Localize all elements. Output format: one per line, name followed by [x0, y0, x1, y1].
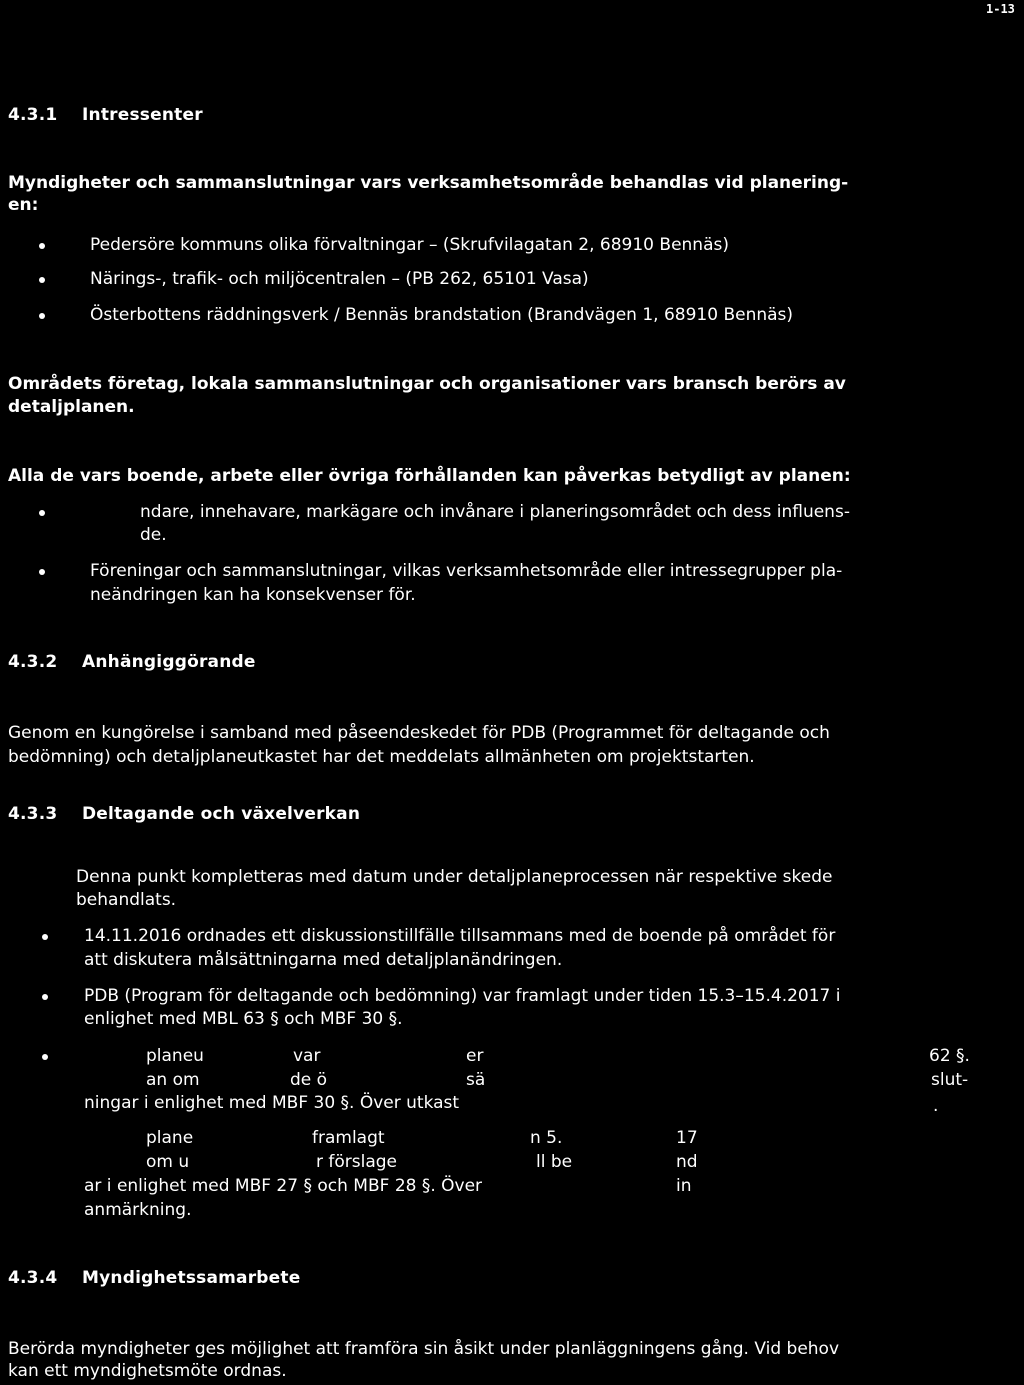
text-fragment: plane: [146, 1128, 194, 1148]
paragraph-line: kan ett myndighetsmöte ordnas.: [8, 1361, 287, 1381]
paragraph-line: Berörda myndigheter ges möjlighet att framföra sin åsikt under planläggningens gång. Vid behov: [8, 1339, 840, 1359]
paragraph-line: Genom en kungörelse i samband med påseendeskedet för PDB (Programmet för deltagande och: [8, 723, 830, 743]
section-heading-4-3-4: [8, 1268, 300, 1288]
section-title: Deltagande och växelverkan: [82, 804, 361, 824]
bullet-icon: [39, 313, 45, 319]
bullet-icon: [39, 569, 45, 575]
text-fragment: ningar i enlighet med MBF 30 §. Över utkast: [84, 1093, 460, 1113]
bullet-icon: [42, 934, 48, 940]
list-item-discussion-line1: 14.11.2016 ordnades ett diskussionstillfälle tillsammans med de boende på området för: [84, 926, 836, 946]
list-item-authority-2: Närings-, trafik- och miljöcentralen – (PB 262, 65101 Vasa): [90, 269, 589, 289]
section-title: Intressenter: [82, 105, 203, 125]
section-number: 4.3.3: [8, 804, 58, 824]
bullet-icon: [42, 994, 48, 1000]
list-item-residents-line2: de.: [140, 525, 167, 545]
page-number: 1-13: [986, 2, 1015, 16]
text-fragment: in: [676, 1176, 692, 1196]
text-fragment: nd: [676, 1152, 698, 1172]
list-item-pdb-line2: enlighet med MBL 63 § och MBF 30 §.: [84, 1009, 403, 1029]
section-title: Myndighetssamarbete: [82, 1268, 301, 1288]
bullet-icon: [39, 243, 45, 249]
text-fragment: planeu: [146, 1046, 204, 1066]
bullet-icon: [39, 510, 45, 516]
bullet-icon: [39, 277, 45, 283]
list-item-associations-line1: Föreningar och sammanslutningar, vilkas verksamhetsområde eller intressegrupper pla-: [90, 561, 843, 581]
list-item-authority-3: Österbottens räddningsverk / Bennäs brandstation (Brandvägen 1, 68910 Bennäs): [90, 305, 794, 325]
text-fragment: framlagt: [312, 1128, 385, 1148]
text-fragment: 17: [676, 1128, 698, 1148]
section-heading-4-3-1: [8, 105, 203, 125]
text-fragment: ar i enlighet med MBF 27 § och MBF 28 §. Över: [84, 1176, 483, 1196]
group-heading-companies-line1: Områdets företag, lokala sammanslutningar och organisationer vars bransch berörs av: [8, 374, 846, 394]
list-item-discussion-line2: att diskutera målsättningarna med detaljplanändringen.: [84, 950, 563, 970]
text-fragment: .: [933, 1096, 939, 1116]
list-item-associations-line2: neändringen kan ha konsekvenser för.: [90, 585, 416, 605]
list-item-authority-1: Pedersöre kommuns olika förvaltningar – (Skrufvilagatan 2, 68910 Bennäs): [90, 235, 729, 255]
group-heading-authorities-line2: en:: [8, 195, 39, 215]
text-fragment: de ö: [290, 1070, 328, 1090]
text-fragment: n 5.: [530, 1128, 563, 1148]
text-fragment: r förslage: [316, 1152, 398, 1172]
section-heading-4-3-2: [8, 652, 256, 672]
group-heading-companies-line2: detaljplanen.: [8, 397, 135, 417]
section-title: Anhängiggörande: [82, 652, 256, 672]
text-fragment: er: [466, 1046, 484, 1066]
text-fragment: an om: [146, 1070, 200, 1090]
group-heading-authorities-line1: Myndigheter och sammanslutningar vars verksamhetsområde behandlas vid planering-: [8, 173, 849, 193]
text-fragment: var: [293, 1046, 321, 1066]
bullet-icon: [42, 1054, 48, 1060]
section-number: 4.3.2: [8, 652, 58, 672]
section-number: 4.3.4: [8, 1268, 58, 1288]
paragraph-line: behandlats.: [76, 890, 177, 910]
list-item-residents-line1: ndare, innehavare, markägare och invånare i planeringsområdet och dess influens-: [140, 502, 850, 522]
text-fragment: sä: [466, 1070, 486, 1090]
text-fragment: ll be: [536, 1152, 573, 1172]
section-number: 4.3.1: [8, 105, 58, 125]
list-item-pdb-line1: PDB (Program för deltagande och bedömning) var framlagt under tiden 15.3–15.4.2017 i: [84, 986, 841, 1006]
text-fragment: om u: [146, 1152, 190, 1172]
text-fragment: 62 §.: [929, 1046, 970, 1066]
paragraph-line: bedömning) och detaljplaneutkastet har det meddelats allmänheten om projektstarten.: [8, 747, 755, 767]
group-heading-residents: Alla de vars boende, arbete eller övriga förhållanden kan påverkas betydligt av planen:: [8, 466, 851, 486]
paragraph-line: Denna punkt kompletteras med datum under detaljplaneprocessen när respektive skede: [76, 867, 833, 887]
section-heading-4-3-3: [8, 804, 360, 824]
text-fragment: anmärkning.: [84, 1200, 192, 1220]
text-fragment: slut-: [931, 1070, 969, 1090]
